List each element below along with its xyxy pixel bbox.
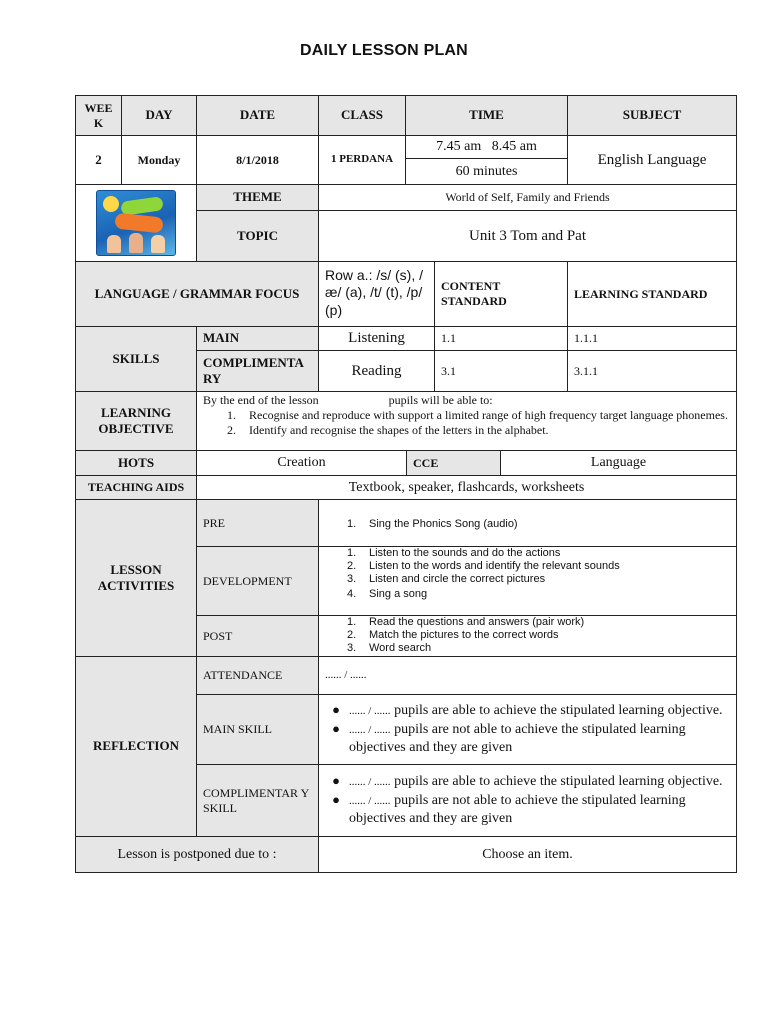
header-class: CLASS (318, 95, 406, 136)
header-week: WEE K (75, 95, 122, 136)
time-start: 7.45 am (436, 139, 482, 155)
header-date: DATE (196, 95, 319, 136)
main-content-standard: 1.1 (434, 326, 568, 351)
teaching-aids-label: TEACHING AIDS (75, 475, 197, 500)
book-cover-image (96, 190, 176, 256)
time-range (405, 135, 568, 159)
main-learning-standard: 1.1.1 (567, 326, 737, 351)
objective-item: 1. Recognise and reproduce with support a limited range of high frequency target language phonemes. (227, 408, 728, 422)
hots-label: HOTS (75, 450, 197, 476)
date-value: 8/1/2018 (196, 135, 319, 185)
activity-item: 1. Read the questions and answers (pair work) (347, 616, 585, 628)
duration-value: 60 minutes (405, 158, 568, 185)
reflection-bullet: ● ...... / ...... pupils are not able to achieve the stipulated learning objectives and they are given (332, 792, 686, 826)
book-cover-cell (75, 184, 197, 262)
hots-value: Creation (196, 450, 407, 476)
activity-item: 4. Sing a song (347, 587, 428, 600)
main-skill-reflection (318, 694, 737, 765)
pre-label: PRE (196, 499, 319, 547)
header-day: DAY (121, 95, 197, 136)
teaching-aids-value: Textbook, speaker, flashcards, worksheets (196, 475, 737, 500)
header-subject: SUBJECT (567, 95, 737, 136)
main-skill-value: Listening (318, 326, 435, 351)
cce-label: CCE (406, 450, 501, 476)
day-value: Monday (121, 135, 197, 185)
complementary-skill-value: Reading (318, 350, 435, 392)
header-time: TIME (405, 95, 568, 136)
learning-standard-label: LEARNING STANDARD (567, 261, 737, 327)
topic-label: TOPIC (196, 210, 319, 262)
objective-intro (203, 393, 730, 408)
activity-item: 3. Listen and circle the correct pictures (347, 572, 546, 585)
time-end: 8.45 am (491, 139, 537, 155)
theme-label: THEME (196, 184, 319, 211)
subject-value: English Language (567, 135, 737, 185)
content-standard-label: CONTENT STANDARD (434, 261, 568, 327)
reflection-label: REFLECTION (75, 656, 197, 837)
post-label: POST (196, 615, 319, 657)
objective-item: 2. Identify and recognise the shapes of the letters in the alphabet. (227, 423, 549, 437)
page-title: DAILY LESSON PLAN (300, 42, 468, 59)
topic-value: Unit 3 Tom and Pat (318, 210, 737, 262)
activities-label: LESSON ACTIVITIES (75, 499, 197, 657)
reflection-bullet: ● ...... / ...... pupils are not able to achieve the stipulated learning objectives and they are given (332, 721, 686, 755)
activity-item: 2. Match the pictures to the correct words (347, 628, 559, 641)
complementary-skill-label: COMPLIMENTA RY (196, 350, 319, 392)
activity-item: 2. Listen to the words and identify the relevant sounds (347, 559, 620, 572)
development-label: DEVELOPMENT (196, 546, 319, 616)
postponed-label: Lesson is postponed due to : (75, 836, 319, 873)
objective-intro-b: pupils will be able to: (388, 393, 493, 407)
theme-value: World of Self, Family and Friends (318, 184, 737, 211)
main-skill-label: MAIN (196, 326, 319, 351)
pre-activities (318, 499, 737, 547)
activity-item: 1. Sing the Phonics Song (audio) (347, 518, 518, 531)
objective-content (196, 391, 737, 451)
skills-label: SKILLS (75, 326, 197, 392)
focus-value: Row a.: /s/ (s), /æ/ (a), /t/ (t), /p/ (p) (318, 261, 435, 327)
post-activities (318, 615, 737, 657)
focus-label: LANGUAGE / GRAMMAR FOCUS (75, 261, 319, 327)
reflection-bullet: ● ...... / ...... pupils are able to achieve the stipulated learning objective. (332, 701, 723, 718)
activity-item: 1. Listen to the sounds and do the actions (347, 547, 561, 559)
activity-item: 3. Word search (347, 641, 432, 654)
complementary-content-standard: 3.1 (434, 350, 568, 392)
cce-value: Language (500, 450, 737, 476)
postponed-reason-dropdown[interactable]: Choose an item. (318, 836, 737, 873)
complementary-learning-standard: 3.1.1 (567, 350, 737, 392)
reflection-bullet: ● ...... / ...... pupils are able to achieve the stipulated learning objective. (332, 772, 723, 789)
objective-intro-a: By the end of the lesson (203, 393, 319, 407)
attendance-label: ATTENDANCE (196, 656, 319, 695)
class-value: 1 PERDANA (318, 135, 406, 185)
complementary-skill-reflection (318, 764, 737, 837)
main-skill-reflection-label: MAIN SKILL (196, 694, 319, 765)
objective-label: LEARNING OBJECTIVE (75, 391, 197, 451)
week-value: 2 (75, 135, 122, 185)
development-activities (318, 546, 737, 616)
complementary-skill-reflection-label: COMPLIMENTAR Y SKILL (196, 764, 319, 837)
attendance-value: ...... / ...... (318, 656, 737, 695)
